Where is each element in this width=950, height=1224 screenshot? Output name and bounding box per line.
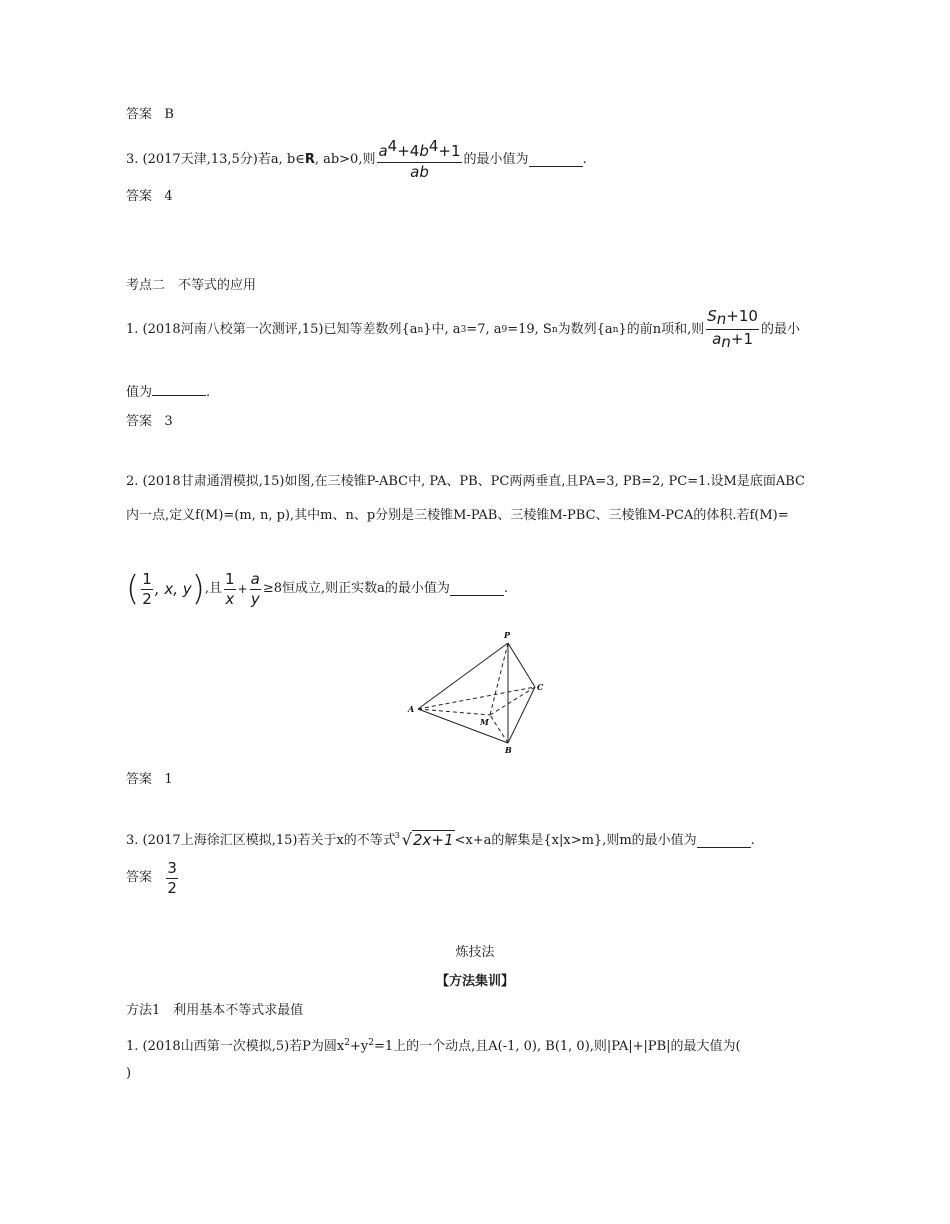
cube-root: 3 √2x+1 — [394, 830, 454, 849]
question-1-line2: 值为 . — [126, 385, 211, 400]
heading-main: 炼技法 — [455, 945, 495, 960]
question-2-line2: 内一点,定义f(M)=(m, n, p),其中m、n、p分别是三棱锥M-PAB、三棱锥M-PBC、三棱锥M-PCA的体积.若f(M)= — [126, 508, 789, 523]
answer-blank — [697, 835, 751, 848]
edge-AB — [418, 709, 508, 743]
method-1-heading: 方法1 利用基本不等式求最值 — [126, 1003, 304, 1018]
edge-AM — [418, 709, 490, 715]
answer-blank — [152, 383, 206, 396]
fraction: $\frac{S_n+10}{a_n+1}$ — [707, 307, 758, 351]
answer-value: B — [164, 107, 174, 122]
answer-blank — [450, 583, 504, 596]
answer-blank — [529, 154, 583, 167]
question-3-tianjin: 3. (2017天津,13,5分)若a, b∈ R , ab>0,则 $\frac{a^4+4b^4+1}{ab}$ 的最小值为 . — [126, 137, 587, 181]
edge-BM — [490, 715, 508, 743]
label-C: C — [537, 682, 544, 692]
tetrahedron-figure — [400, 625, 560, 757]
heading-sub: 【方法集训】 — [435, 974, 514, 989]
label-P: P — [504, 630, 511, 640]
answer-q3b: 答案 $\frac{3}{2}$ — [126, 858, 177, 897]
answer-q3a: 答案 4 — [126, 189, 173, 204]
label-B: B — [505, 745, 512, 755]
fraction: $\frac{a^4+4b^4+1}{ab}$ — [378, 137, 461, 181]
question-3-shanghai: 3. (2017上海徐汇区模拟,15)若关于x的不等式 3 √2x+1 <x+a的解集是{x|x>m},则m的最小值为 . — [126, 826, 755, 856]
answer-q2: 答案 1 — [126, 772, 173, 787]
edge-PC — [508, 643, 535, 687]
edge-AC — [418, 687, 535, 709]
answer-label: 答案 — [126, 107, 153, 122]
label-A: A — [408, 704, 415, 714]
section-heading: 考点二 不等式的应用 — [126, 278, 257, 293]
edge-PA — [418, 643, 508, 709]
answer-q1: 答案 3 — [126, 414, 173, 429]
method-question-1-line2: ) — [126, 1066, 132, 1081]
question-1-henan: 1. (2018河南八校第一次测评,15)已知等差数列{a n }中, a 3 =7, a 9 =19, S n 为数列{a n }的前n项和,则 $\frac{S_n+10}{a_n+1}$ 的最小 — [126, 307, 800, 351]
answer-top — [126, 105, 174, 125]
label-M: M — [480, 717, 489, 727]
question-2-line1: 2. (2018甘肃通渭模拟,15)如图,在三棱锥P-ABC中, PA、PB、PC两两垂直,且PA=3, PB=2, PC=1.设M是底面ABC — [126, 474, 805, 489]
method-question-1: 1. (2018山西第一次模拟,5)若P为圆$x^2+y^2=1$上的一个动点,且A(-1, 0), B(1, 0),则|PA|+|PB|的最大值为( — [126, 1038, 741, 1054]
question-2-line3: ( $\frac{1}{2}$ , x, y ) ,且 $\frac{1}{x}$ + $\frac{a}{y}$ ≥8恒成立,则正实数a的最小值为 . — [126, 569, 509, 609]
